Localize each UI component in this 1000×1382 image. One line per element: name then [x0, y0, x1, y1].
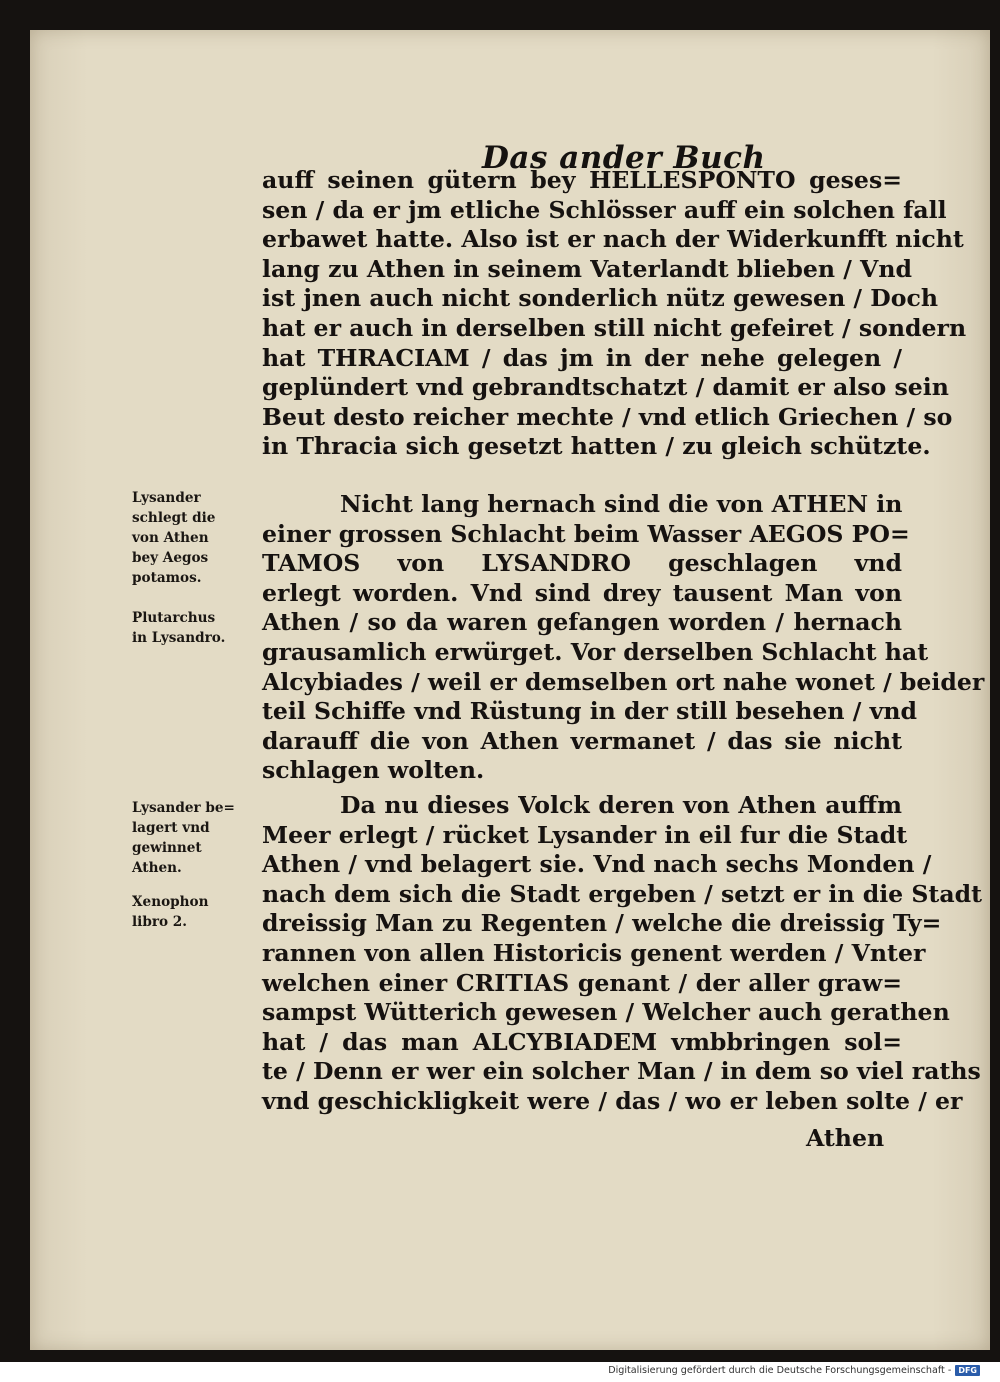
text-line: auff seinen gütern bey HELLESPONTO geses=	[262, 166, 902, 194]
margin-note-line: schlegt die	[132, 510, 216, 526]
margin-note-line: bey Aegos	[132, 550, 209, 566]
margin-note-line: Athen.	[132, 860, 182, 876]
text-line: TAMOS von LYSANDRO geschlagen vnd	[262, 549, 902, 578]
text-line: sen / da er jm etliche Schlösser auff ein solchen fall	[262, 195, 947, 224]
margin-note-line: potamos.	[132, 570, 202, 586]
margin-note-xenophon	[132, 892, 256, 932]
text-line: einer grossen Schlacht beim Wasser AEGOS PO=	[262, 519, 910, 548]
text-line: dreissig Man zu Regenten / welche die dreissig Ty=	[262, 909, 942, 938]
text-line: te / Denn er wer ein solcher Man / in dem so viel raths	[262, 1057, 981, 1086]
text-line: in Thracia sich gesetzt hatten / zu gleich schützte.	[262, 432, 931, 461]
margin-note-plutarch	[132, 608, 256, 648]
text-line: vnd geschickligkeit were / das / wo er leben solte / er	[262, 1086, 963, 1115]
margin-note-lysander-defeats	[132, 488, 256, 588]
paragraph-1	[262, 166, 967, 462]
paragraph-2	[262, 490, 985, 786]
dfg-logo-icon: DFG	[955, 1365, 980, 1376]
margin-note-lysander-besieges	[132, 798, 256, 878]
footer-text: Digitalisierung gefördert durch die Deutsche Forschungsgemeinschaft -	[608, 1365, 952, 1376]
text-line: Alcybiades / weil er demselben ort nahe wonet / beider	[262, 667, 985, 696]
text-line: sampst Wütterich gewesen / Welcher auch gerathen	[262, 998, 950, 1027]
text-line: grausamlich erwürget. Vor derselben Schlacht hat	[262, 637, 929, 666]
text-line: darauff die von Athen vermanet / das sie nicht	[262, 726, 902, 755]
margin-note-line: gewinnet	[132, 840, 202, 856]
text-line: Athen / vnd belagert sie. Vnd nach sechs Monden /	[262, 850, 932, 879]
footer-credit	[608, 1365, 980, 1376]
text-line: Athen / so da waren gefangen worden / hernach	[262, 608, 902, 637]
text-line: hat THRACIAM / das jm in der nehe gelegen /	[262, 343, 902, 372]
text-line: Meer erlegt / rücket Lysander in eil fur die Stadt	[262, 820, 908, 849]
text-line: rannen von allen Historicis genent werden / Vnter	[262, 938, 926, 967]
margin-note-line: von Athen	[132, 530, 209, 546]
margin-note-line: lagert vnd	[132, 820, 210, 836]
text-line: Da nu dieses Volck deren von Athen auffm	[340, 791, 902, 819]
text-line: welchen einer CRITIAS genant / der aller graw=	[262, 968, 902, 997]
running-head: Das ander Buch	[482, 140, 766, 176]
margin-note-line: Lysander be=	[132, 800, 235, 816]
text-line: hat / das man ALCYBIADEM vmbbringen sol=	[262, 1027, 902, 1056]
text-line: geplündert vnd gebrandtschatzt / damit er also sein	[262, 373, 949, 402]
margin-note-line: libro 2.	[132, 914, 187, 930]
margin-note-line: Plutarchus	[132, 610, 216, 626]
text-line: teil Schiffe vnd Rüstung in der still besehen / vnd	[262, 697, 917, 726]
text-line: Beut desto reicher mechte / vnd etlich Griechen / so	[262, 402, 953, 431]
text-line: lang zu Athen in seinem Vaterlandt blieben / Vnd	[262, 254, 913, 283]
margin-note-line: Lysander	[132, 490, 201, 506]
catchword: Athen	[806, 1124, 885, 1152]
margin-note-line: Xenophon	[132, 894, 209, 910]
text-line: erlegt worden. Vnd sind drey tausent Man von	[262, 578, 902, 607]
margin-note-line: in Lysandro.	[132, 630, 226, 646]
text-line: ist jnen auch nicht sonderlich nütz gewesen / Doch	[262, 284, 938, 313]
text-line: Nicht lang hernach sind die von ATHEN in	[340, 490, 903, 518]
text-line: schlagen wolten.	[262, 756, 485, 785]
text-line: nach dem sich die Stadt ergeben / setzt er in die Stadt	[262, 879, 983, 908]
text-line: hat er auch in derselben still nicht gefeiret / sondern	[262, 313, 967, 342]
paragraph-3	[262, 791, 983, 1117]
text-line: erbawet hatte. Also ist er nach der Widerkunfft nicht	[262, 225, 964, 254]
